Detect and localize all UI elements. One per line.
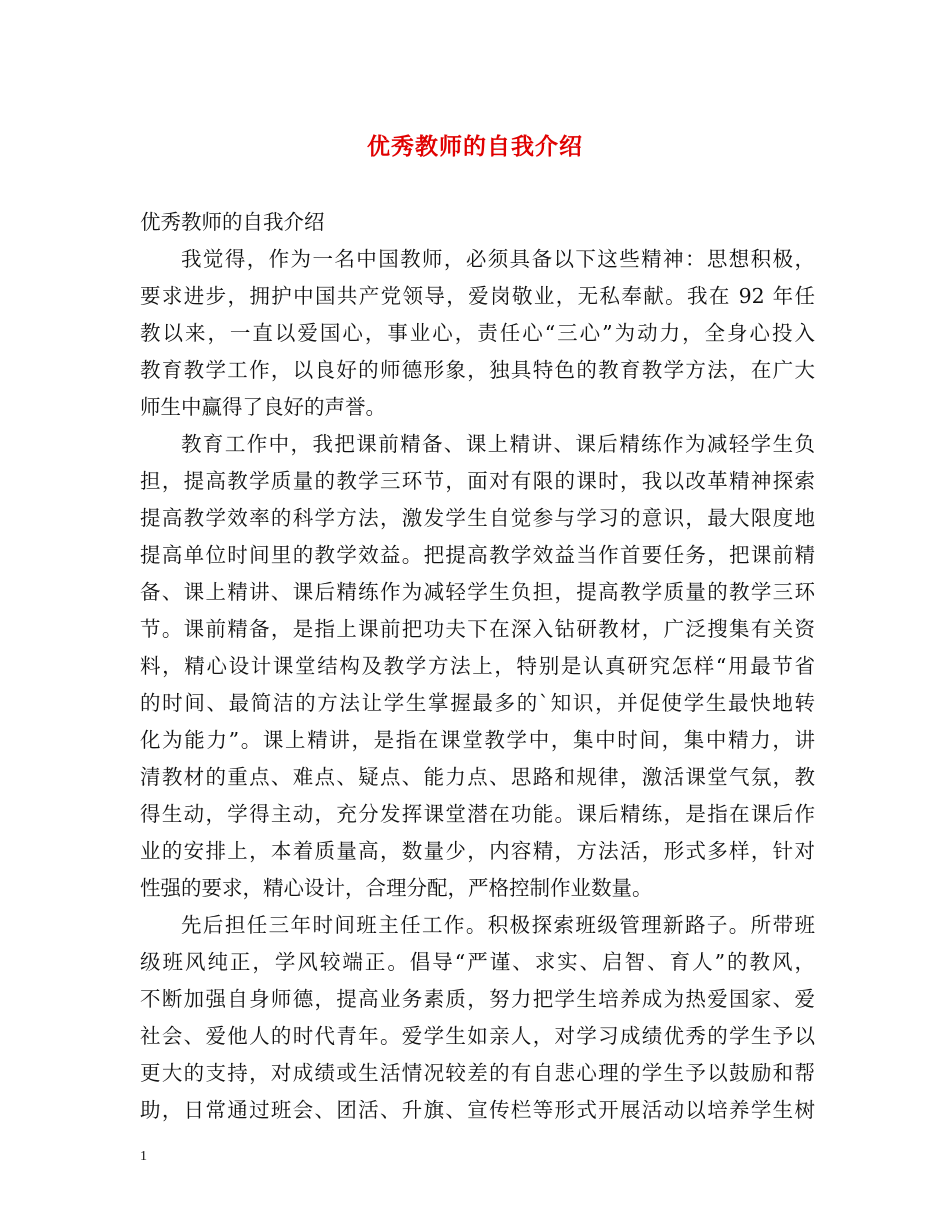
text-line: 担，提高教学质量的教学三环节，面对有限的课时，我以改革精神探索: [140, 469, 815, 493]
text-line: 备、课上精讲、课后精练作为减轻学生负担，提高教学质量的教学三环: [140, 580, 815, 604]
text-line: 清教材的重点、难点、疑点、能力点、思路和规律，激活课堂气氛，教: [140, 765, 815, 789]
text-line: 社会、爱他人的时代青年。爱学生如亲人，对学习成绩优秀的学生予以: [140, 1024, 815, 1048]
text-line: 我觉得，作为一名中国教师，必须具备以下这些精神：思想积极，: [181, 247, 815, 271]
text-line: 业的安排上，本着质量高，数量少，内容精，方法活，形式多样，针对: [140, 839, 815, 863]
paragraph: [140, 907, 815, 1129]
paragraph: [140, 241, 815, 426]
page-number: 1: [140, 1149, 147, 1164]
text-line: 的时间、最简洁的方法让学生掌握最多的`知识，并促使学生最快地转: [140, 691, 815, 715]
text-line: 师生中赢得了良好的声誉。: [140, 395, 386, 419]
text-line: 提高单位时间里的教学效益。把提高教学效益当作首要任务，把课前精: [140, 543, 815, 567]
text-line: 节。课前精备，是指上课前把功夫下在深入钻研教材，广泛搜集有关资: [140, 617, 815, 641]
text-line: 提高教学效率的科学方法，激发学生自觉参与学习的意识，最大限度地: [140, 506, 815, 530]
document-title: 优秀教师的自我介绍: [367, 133, 583, 160]
text-line: 料，精心设计课堂结构及教学方法上，特别是认真研究怎样“用最节省: [140, 654, 815, 678]
text-line: 教育教学工作，以良好的师德形象，独具特色的教育教学方法，在广大: [140, 358, 815, 382]
text-line: 不断加强自身师德，提高业务素质，努力把学生培养成为热爱国家、爱: [140, 987, 815, 1011]
text-line: 先后担任三年时间班主任工作。积极探索班级管理新路子。所带班: [181, 913, 815, 937]
text-line: 得生动，学得主动，充分发挥课堂潜在功能。课后精练，是指在课后作: [140, 802, 815, 826]
document-body: [140, 204, 815, 1129]
text-line: 化为能力”。课上精讲，是指在课堂教学中，集中时间，集中精力，讲: [140, 728, 815, 752]
text-line: 教育工作中，我把课前精备、课上精讲、课后精练作为减轻学生负: [181, 432, 815, 456]
document-subtitle: 优秀教师的自我介绍: [140, 210, 325, 234]
text-line: 更大的支持，对成绩或生活情况较差的有自悲心理的学生予以鼓励和帮: [140, 1061, 815, 1085]
text-line: 性强的要求，精心设计，合理分配，严格控制作业数量。: [140, 876, 653, 900]
text-line: 助，日常通过班会、团活、升旗、宣传栏等形式开展活动以培养学生树: [140, 1098, 815, 1122]
text-line: 教以来，一直以爱国心，事业心，责任心“三心”为动力，全身心投入: [140, 321, 815, 345]
paragraph: [140, 426, 815, 907]
text-line: 级班风纯正，学风较端正。倡导“严谨、求实、启智、育人”的教风，: [140, 950, 815, 974]
text-line: 要求进步，拥护中国共产党领导，爱岗敬业，无私奉献。我在 92 年任: [140, 284, 815, 308]
